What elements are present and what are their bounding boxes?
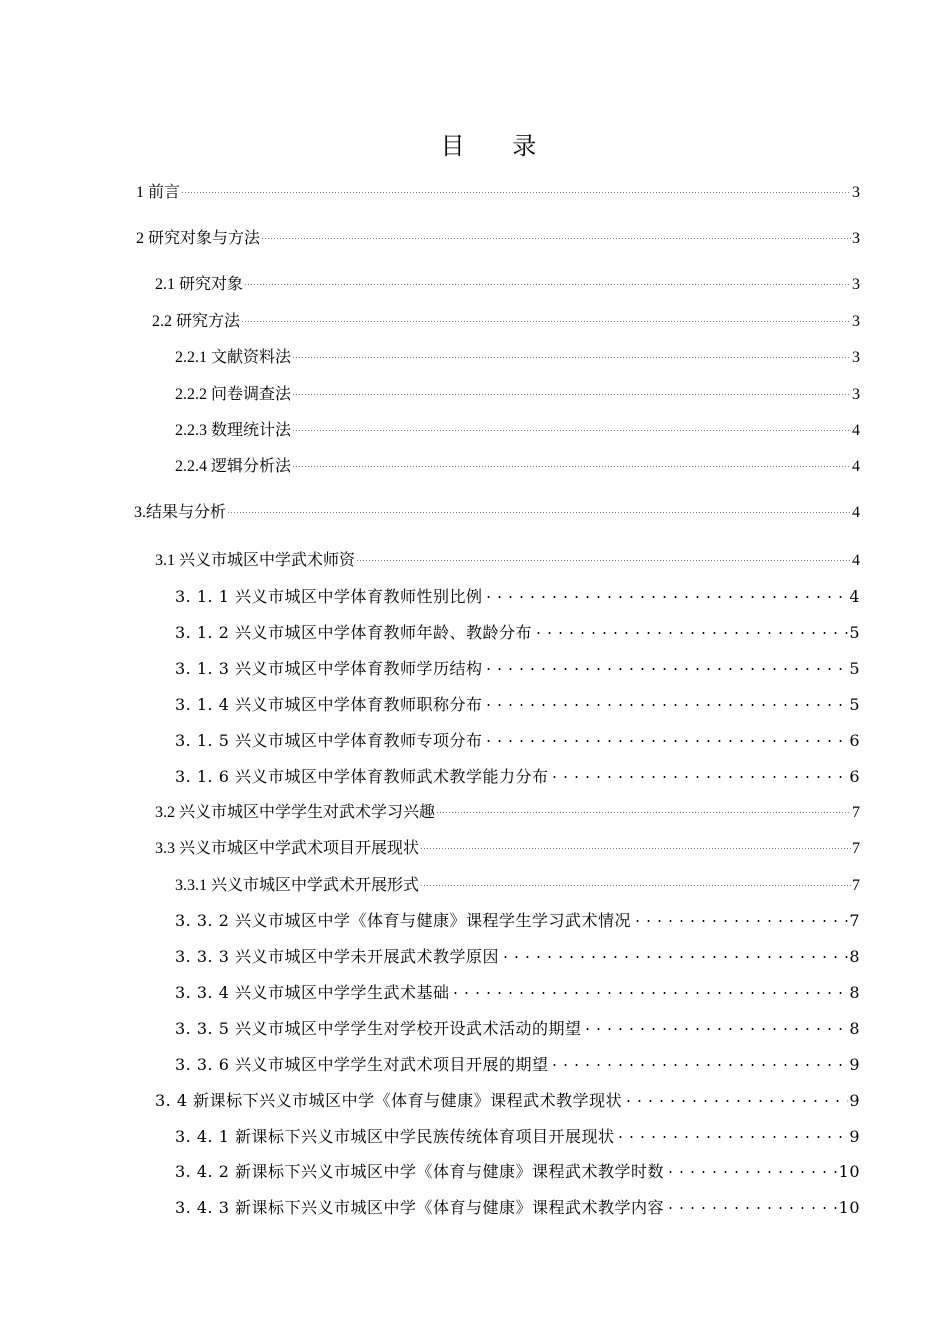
toc-entry[interactable] — [175, 1122, 860, 1147]
toc-entry-page: 7 — [849, 911, 860, 930]
toc-entry-label: 3. 3. 2 兴义市城区中学《体育与健康》课程学生学习武术情况 — [175, 911, 631, 930]
toc-leader-dots — [615, 1122, 848, 1142]
toc-entry[interactable] — [175, 762, 860, 787]
toc-entry[interactable] — [175, 654, 860, 679]
toc-entry[interactable] — [175, 1014, 860, 1039]
toc-entry-page: 4 — [852, 458, 860, 475]
toc-entry[interactable] — [175, 978, 860, 1003]
toc-entry-page: 4 — [852, 422, 860, 439]
toc-leader-dots — [450, 978, 848, 998]
toc-leader-dots — [436, 797, 851, 817]
toc-entry[interactable] — [175, 415, 860, 441]
toc-entry-page: 8 — [849, 983, 860, 1002]
toc-leader-dots — [420, 870, 851, 890]
toc-entry-label: 2.2.4 逻辑分析法 — [175, 458, 292, 475]
toc-entry-page: 8 — [849, 947, 860, 966]
toc-entry-label: 2.2.3 数理统计法 — [175, 422, 292, 439]
toc-entry-page: 7 — [852, 804, 860, 821]
toc-entry[interactable] — [175, 690, 860, 715]
toc-entry[interactable] — [175, 1050, 860, 1075]
toc-entry-label: 3. 1. 6 兴义市城区中学体育教师武术教学能力分布 — [175, 767, 549, 786]
toc-entry-page: 5 — [849, 659, 860, 678]
toc-leader-dots — [292, 415, 851, 435]
toc-title: 目 录 — [440, 132, 557, 160]
toc-entry-page: 10 — [838, 1162, 860, 1181]
toc-entry[interactable] — [155, 833, 860, 859]
toc-entry-label: 3. 1. 4 兴义市城区中学体育教师职称分布 — [175, 695, 483, 714]
toc-entry-page: 4 — [852, 552, 860, 569]
toc-entry[interactable] — [175, 618, 860, 643]
toc-entry-label: 3.3 兴义市城区中学武术项目开展现状 — [155, 840, 420, 857]
toc-entry-label: 3. 4. 3 新课标下兴义市城区中学《体育与健康》课程武术教学内容 — [175, 1198, 664, 1217]
toc-entry-label: 2.2.2 问卷调查法 — [175, 386, 292, 403]
toc-entry-page: 4 — [852, 504, 860, 521]
toc-leader-dots — [500, 942, 848, 962]
toc-entry-page: 3 — [852, 349, 860, 366]
toc-entry[interactable] — [134, 497, 860, 523]
toc-leader-dots — [632, 906, 848, 926]
toc-leader-dots — [261, 223, 851, 243]
toc-entry-page: 3 — [852, 184, 860, 201]
toc-leader-dots — [227, 497, 851, 517]
toc-leader-dots — [582, 1014, 848, 1034]
toc-entry-label: 3. 3. 4 兴义市城区中学学生武术基础 — [175, 983, 450, 1002]
toc-entry-label: 1 前言 — [136, 184, 181, 201]
toc-entry[interactable] — [136, 223, 860, 249]
toc-entry[interactable] — [175, 726, 860, 751]
toc-entry-label: 3. 3. 6 兴义市城区中学学生对武术项目开展的期望 — [175, 1055, 549, 1074]
toc-entry-label: 3.结果与分析 — [134, 504, 227, 521]
toc-entry-label: 3.1 兴义市城区中学武术师资 — [155, 552, 356, 569]
toc-entry[interactable] — [155, 545, 860, 571]
toc-leader-dots — [665, 1157, 838, 1177]
toc-entry-page: 3 — [852, 386, 860, 403]
toc-entry-label: 3. 4 新课标下兴义市城区中学《体育与健康》课程武术教学现状 — [155, 1091, 623, 1110]
toc-leader-dots — [181, 177, 851, 197]
toc-leader-dots — [292, 379, 851, 399]
toc-entry-page: 8 — [849, 1019, 860, 1038]
toc-entry[interactable] — [175, 942, 860, 967]
toc-entry-label: 2.1 研究对象 — [155, 276, 244, 293]
toc-entry-page: 5 — [849, 623, 860, 642]
toc-leader-dots — [483, 582, 848, 602]
toc-entry[interactable] — [155, 797, 860, 823]
toc-entry[interactable] — [136, 177, 860, 203]
toc-entry[interactable] — [175, 582, 860, 607]
toc-entry-label: 3. 1. 1 兴义市城区中学体育教师性别比例 — [175, 587, 483, 606]
toc-entry-page: 9 — [849, 1127, 860, 1146]
toc-entry[interactable] — [175, 906, 860, 931]
toc-entry-label: 3. 1. 3 兴义市城区中学体育教师学历结构 — [175, 659, 483, 678]
toc-entry-page: 9 — [849, 1055, 860, 1074]
toc-entry-page: 3 — [852, 230, 860, 247]
toc-leader-dots — [483, 690, 848, 710]
toc-entry-label: 3. 4. 2 新课标下兴义市城区中学《体育与健康》课程武术教学时数 — [175, 1162, 664, 1181]
toc-entry-label: 3. 1. 5 兴义市城区中学体育教师专项分布 — [175, 731, 483, 750]
toc-entry-label: 2.2.1 文献资料法 — [175, 349, 292, 366]
toc-entry-label: 2 研究对象与方法 — [136, 230, 261, 247]
toc-entry[interactable] — [152, 306, 860, 332]
toc-leader-dots — [292, 451, 851, 471]
toc-leader-dots — [549, 762, 848, 782]
toc-entry-page: 4 — [849, 587, 860, 606]
toc-entry-label: 3. 3. 5 兴义市城区中学学生对学校开设武术活动的期望 — [175, 1019, 582, 1038]
toc-leader-dots — [549, 1050, 848, 1070]
toc-entry[interactable] — [175, 1157, 860, 1182]
toc-entry-page: 3 — [852, 276, 860, 293]
toc-leader-dots — [533, 618, 848, 638]
toc-leader-dots — [244, 269, 851, 289]
toc-entry[interactable] — [175, 1193, 860, 1218]
toc-entry-page: 9 — [849, 1091, 860, 1110]
toc-entry[interactable] — [155, 269, 860, 295]
toc-entry-label: 2.2 研究方法 — [152, 313, 241, 330]
toc-leader-dots — [292, 342, 851, 362]
toc-entry-label: 3.2 兴义市城区中学学生对武术学习兴趣 — [155, 804, 436, 821]
toc-entry[interactable] — [175, 451, 860, 477]
toc-entry-page: 10 — [838, 1198, 860, 1217]
toc-entry[interactable] — [155, 1086, 860, 1111]
toc-entry-page: 5 — [849, 695, 860, 714]
toc-leader-dots — [483, 726, 848, 746]
toc-leader-dots — [483, 654, 848, 674]
toc-entry-page: 7 — [852, 840, 860, 857]
toc-entry-label: 3. 3. 3 兴义市城区中学未开展武术教学原因 — [175, 947, 499, 966]
toc-entry[interactable] — [175, 870, 860, 896]
toc-leader-dots — [665, 1193, 838, 1213]
toc-entry-page: 7 — [852, 877, 860, 894]
toc-entry-page: 6 — [849, 731, 860, 750]
toc-leader-dots — [356, 545, 851, 565]
toc-entry-page: 6 — [849, 767, 860, 786]
toc-entry-label: 3. 4. 1 新课标下兴义市城区中学民族传统体育项目开展现状 — [175, 1127, 615, 1146]
toc-leader-dots — [241, 306, 851, 326]
toc-entry[interactable] — [175, 379, 860, 405]
toc-entry-label: 3.3.1 兴义市城区中学武术开展形式 — [175, 877, 420, 894]
toc-entry-label: 3. 1. 2 兴义市城区中学体育教师年龄、教龄分布 — [175, 623, 532, 642]
toc-entry[interactable] — [175, 342, 860, 368]
toc-leader-dots — [420, 833, 851, 853]
toc-leader-dots — [623, 1086, 848, 1106]
toc-entry-page: 3 — [852, 313, 860, 330]
